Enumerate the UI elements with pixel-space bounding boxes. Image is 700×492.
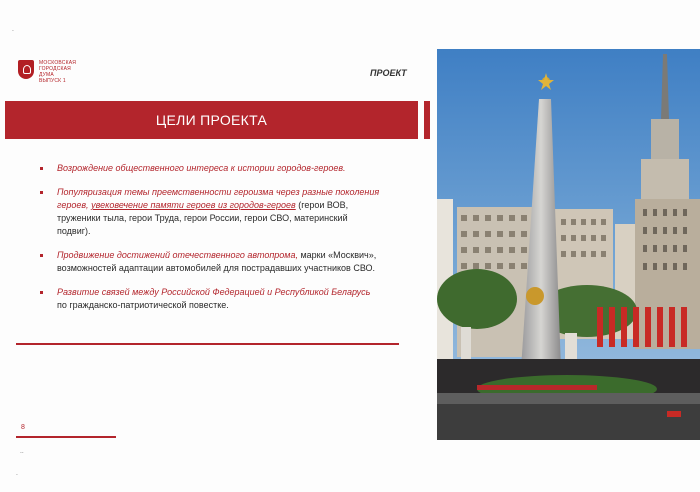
goal-lead: Популяризация темы преемственности героизма через разные поколения героев,: [57, 187, 380, 210]
banner-accent: [424, 101, 430, 139]
coat-of-arms-icon: [18, 60, 34, 79]
divider: [16, 343, 399, 345]
goal-tail: по гражданско-патриотической повестке.: [57, 300, 229, 310]
logo-line: ГОРОДСКАЯ: [39, 66, 71, 72]
obelisk-monument-photo: [437, 49, 700, 440]
photo-illustration: [437, 49, 700, 440]
bullet-icon: [40, 167, 43, 170]
page-number: 8: [21, 424, 25, 431]
list-item: [40, 286, 380, 312]
list-item: [40, 162, 380, 175]
scan-dot: ·: [12, 28, 14, 35]
scan-dot: ·: [16, 472, 18, 479]
goal-tail: марки «Москвич», возможностей адаптации автомобилей для пострадавших участников СВО.: [57, 250, 377, 273]
list-item: [40, 249, 380, 275]
duma-logo: [18, 60, 76, 84]
scan-dot: ··: [20, 450, 24, 457]
list-item: [40, 186, 380, 238]
bullet-icon: [40, 191, 43, 194]
goal-tail: (герои ВОВ, труженики тыла, герои Труда, герои России, герои СВО, материнский подвиг).: [57, 200, 349, 236]
logo-line: МОСКОВСКАЯ: [39, 60, 77, 66]
goal-lead: Развитие связей между Российской Федерацией и Республикой Беларусь: [57, 287, 371, 297]
goals-list: [40, 162, 380, 323]
logo-line: ВЫПУСК 1: [39, 78, 66, 84]
bullet-icon: [40, 254, 43, 257]
section-label: ПРОЕКТ: [370, 68, 407, 78]
goal-link[interactable]: увековечение памяти героев из городов-героев: [91, 200, 296, 210]
goal-lead: Продвижение достижений отечественного автопрома,: [57, 250, 298, 260]
logo-text: [39, 60, 76, 84]
footer-divider: [16, 436, 116, 438]
title-banner: [5, 101, 418, 139]
page-title: ЦЕЛИ ПРОЕКТА: [155, 112, 268, 128]
logo-line: ДУМА: [39, 72, 54, 78]
bullet-icon: [40, 291, 43, 294]
goal-lead: Возрождение общественного интереса к истории городов-героев.: [57, 163, 346, 173]
